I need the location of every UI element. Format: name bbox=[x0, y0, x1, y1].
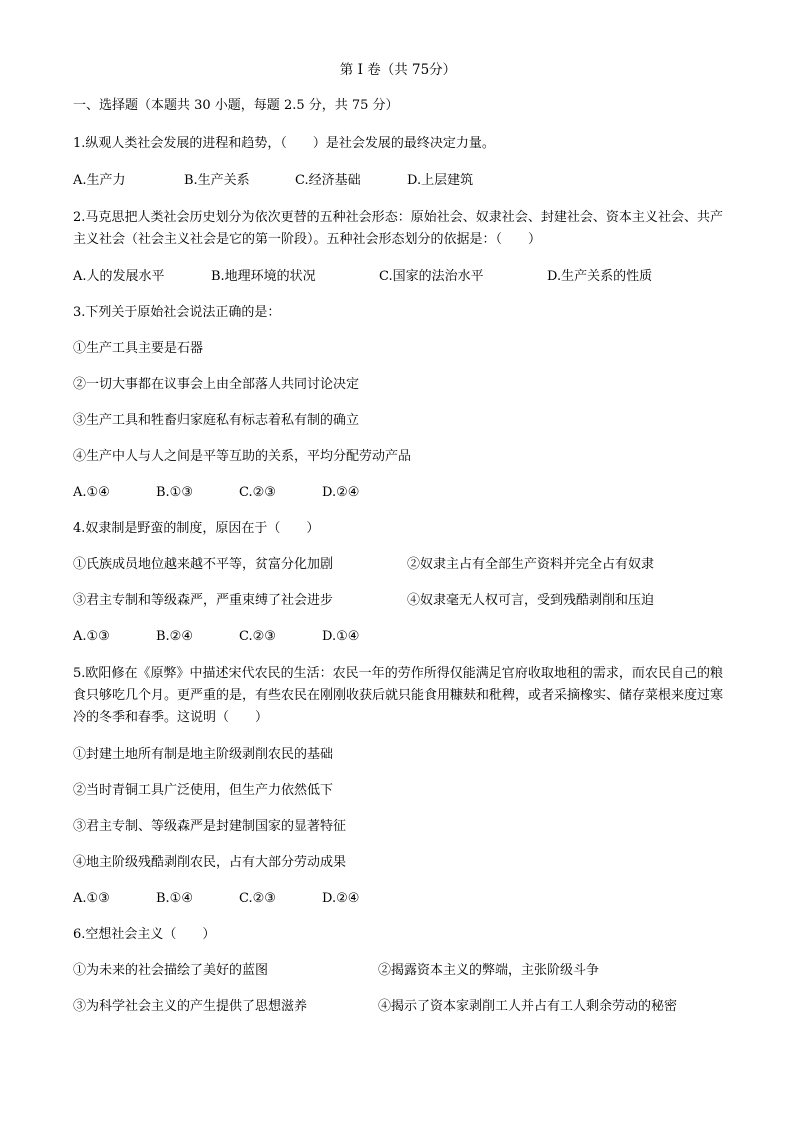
option-b: B.生产关系 bbox=[184, 173, 250, 188]
statement-3: ③君主专制和等级森严，严重束缚了社会进步 bbox=[73, 593, 334, 608]
exam-page bbox=[73, 60, 723, 1033]
option-c: C.②③ bbox=[239, 629, 276, 644]
statement-2: ②揭露资本主义的弊端，主张阶级斗争 bbox=[378, 963, 600, 978]
statement-3: ③君主专制、等级森严是封建制国家的显著特征 bbox=[73, 819, 347, 834]
option-a: A.①④ bbox=[73, 485, 110, 500]
option-c: C.②③ bbox=[239, 891, 276, 906]
statement-row-2 bbox=[73, 997, 723, 1017]
statement-1: ①封建土地所有制是地主阶级剥削农民的基础 bbox=[73, 747, 334, 762]
option-a: A.生产力 bbox=[73, 173, 126, 188]
statement-4: ④生产中人与人之间是平等互助的关系，平均分配劳动产品 bbox=[73, 449, 412, 464]
question-2-stem: 2.马克思把人类社会历史划分为依次更替的五种社会形态：原始社会、奴隶社会、封建社会、资本主义社会、共产主义社会（社会主义社会是它的第一阶段）。五种社会形态划分的依据是：（ ） bbox=[73, 210, 723, 247]
statement-4: ④揭示了资本家剥削工人并占有工人剩余劳动的秘密 bbox=[378, 999, 678, 1014]
question-2-options bbox=[73, 267, 723, 287]
option-c: C.经济基础 bbox=[295, 173, 361, 188]
statement-1: ①生产工具主要是石器 bbox=[73, 341, 204, 356]
question-5-stem: 5.欧阳修在《原弊》中描述宋代农民的生活：农民一年的劳作所得仅能满足官府收取地租的需求，而农民自己的粮食只够吃几个月。更严重的是，有些农民在刚刚收获后就只能食用糠麸和秕稗，或者采摘橡实、储存菜根来度过寒冷的冬季和春季。这说明（ ） bbox=[73, 666, 724, 725]
option-d: D.②④ bbox=[322, 891, 360, 906]
option-d: D.生产关系的性质 bbox=[547, 269, 653, 284]
option-b: B.②④ bbox=[156, 629, 193, 644]
question-4-options bbox=[73, 627, 723, 647]
statement-row-1 bbox=[73, 961, 723, 981]
question-6-stem: 6.空想社会主义（ ） bbox=[73, 927, 216, 942]
option-d: D.上层建筑 bbox=[407, 173, 474, 188]
statement-2: ②一切大事都在议事会上由全部落人共同讨论决定 bbox=[73, 377, 360, 392]
option-a: A.人的发展水平 bbox=[73, 269, 165, 284]
statement-3: ③生产工具和牲畜归家庭私有标志着私有制的确立 bbox=[73, 413, 360, 428]
statement-1: ①氏族成员地位越来越不平等，贫富分化加剧 bbox=[73, 557, 334, 572]
statement-row-1 bbox=[73, 555, 723, 575]
section-heading: 一、选择题（本题共 30 小题，每题 2.5 分，共 75 分） bbox=[73, 98, 399, 113]
question-5-options bbox=[73, 889, 723, 909]
option-c: C.②③ bbox=[239, 485, 276, 500]
statement-2: ②当时青铜工具广泛使用，但生产力依然低下 bbox=[73, 783, 334, 798]
option-b: B.①④ bbox=[156, 891, 193, 906]
statement-2: ②奴隶主占有全部生产资料并完全占有奴隶 bbox=[407, 557, 655, 572]
option-d: D.②④ bbox=[322, 485, 360, 500]
option-a: A.①③ bbox=[73, 629, 110, 644]
question-3-options bbox=[73, 483, 723, 503]
statement-4: ④奴隶毫无人权可言，受到残酷剥削和压迫 bbox=[407, 593, 655, 608]
statement-1: ①为未来的社会描绘了美好的蓝图 bbox=[73, 963, 269, 978]
paper-title: 第 I 卷（共 75分） bbox=[339, 62, 457, 78]
option-a: A.①③ bbox=[73, 891, 110, 906]
question-1-options bbox=[73, 171, 723, 191]
question-3-stem: 3.下列关于原始社会说法正确的是： bbox=[73, 305, 281, 320]
option-d: D.①④ bbox=[322, 629, 360, 644]
option-b: B.①③ bbox=[156, 485, 193, 500]
question-4-stem: 4.奴隶制是野蛮的制度，原因在于（ ） bbox=[73, 521, 320, 536]
option-c: C.国家的法治水平 bbox=[379, 269, 484, 284]
statement-row-2 bbox=[73, 591, 723, 611]
question-1-stem: 1.纵观人类社会发展的进程和趋势，（ ）是社会发展的最终决定力量。 bbox=[73, 136, 495, 151]
statement-3: ③为科学社会主义的产生提供了思想滋养 bbox=[73, 999, 308, 1014]
option-b: B.地理环境的状况 bbox=[211, 269, 316, 284]
statement-4: ④地主阶级残酷剥削农民，占有大部分劳动成果 bbox=[73, 855, 347, 870]
